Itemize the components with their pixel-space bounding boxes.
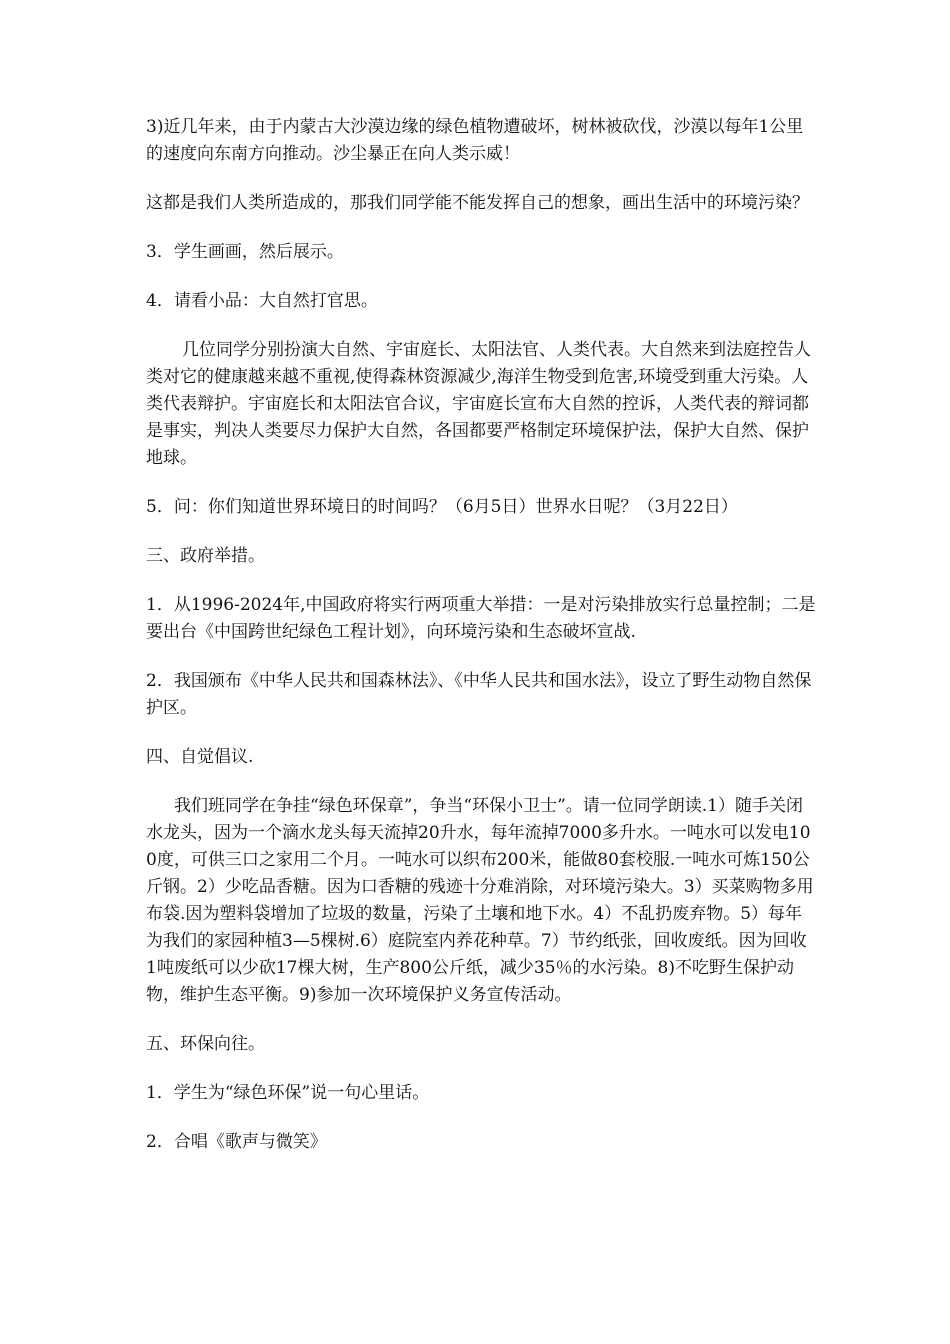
document-page [146,114,816,1178]
paragraph-measure-2: 2．我国颁布《中华人民共和国森林法》、《中华人民共和国水法》，设立了野生动物自然保护区。 [146,671,812,718]
paragraph-step-3: 3．学生画画，然后展示。 [146,242,344,262]
heading-initiative: 四、自觉倡议. [146,747,254,767]
heading-aspiration: 五、环保向往。 [146,1034,265,1054]
paragraph-measure-1: 1．从1996-2024年,中国政府将实行两项重大举措：一是对污染排放实行总量控制；二是要出台《中国跨世纪绿色工程计划》，向环境污染和生态破坏宣战. [146,595,816,642]
paragraph-step-5: 5．问：你们知道世界环境日的时间吗？（6月5日）世界水日呢？（3月22日） [146,497,738,517]
heading-government-measures: 三、政府举措。 [146,546,265,566]
paragraph-aspiration-2: 2．合唱《歌声与微笑》 [146,1132,327,1152]
paragraph-step-4: 4．请看小品：大自然打官思。 [146,291,378,311]
paragraph-desertification: 3)近几年来，由于内蒙古大沙漠边缘的绿色植物遭破坏，树林被砍伐，沙漠以每年1公里的速度向东南方向推动。沙尘暴正在向人类示威！ [146,117,804,164]
paragraph-aspiration-1: 1．学生为“绿色环保”说一句心里话。 [146,1083,430,1103]
paragraph-initiative-list: 我们班同学在争挂“绿色环保章”，争当“环保小卫士”。请一位同学朗读.1）随手关闭水龙头，因为一个滴水龙头每天流掉20升水，每年流掉7000多升水。一吨水可以发电100度，可供三口之家用二个月。一吨水可以织布200米，能做80套校服.一吨水可炼150公斤钢。2）少吃品香糖。因为口香糖的残迹十分难消除，对环境污染大。3）买菜购物多用布袋.因为塑料袋增加了垃圾的数量，污染了土壤和地下水。4）不乱扔废弃物。5）每年为我们的家园种植3—5棵树.6）庭院室内养花种草。7）节约纸张，回收废纸。因为回收1吨废纸可以少砍17棵大树，生产800公斤纸，减少35％的水污染。8)不吃野生保护动物，维护生态平衡。9)参加一次环境保护义务宣传活动。 [146,796,814,1005]
paragraph-imagination-prompt: 这都是我们人类所造成的，那我们同学能不能发挥自己的想象，画出生活中的环境污染？ [146,193,809,213]
paragraph-skit-description: 几位同学分别扮演大自然、宇宙庭长、太阳法官、人类代表。大自然来到法庭控告人类对它的健康越来越不重视,使得森林资源减少,海洋生物受到危害,环境受到重大污染。人类代表辩护。宇宙庭长和太阳法官合议，宇宙庭长宣布大自然的控诉，人类代表的辩词都是事实，判决人类要尽力保护大自然，各国都要严格制定环境保护法，保护大自然、保护地球。 [146,340,811,468]
